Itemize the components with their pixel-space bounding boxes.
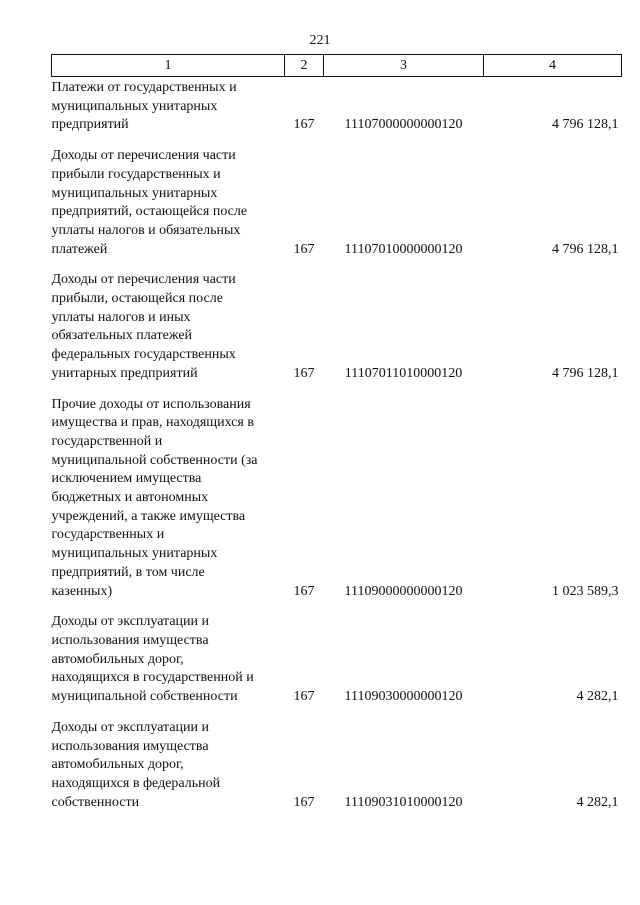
table-row [52, 607, 622, 713]
table-header [52, 55, 622, 77]
revenue-name-line: муниципальной собственности [51, 689, 238, 705]
revenue-name-line: прибыли государственных и [51, 166, 221, 182]
table-row [52, 390, 622, 608]
revenue-name-line: использования имущества [51, 738, 209, 754]
table-row [52, 77, 622, 142]
budget-classification-code: 11107010000000120 [344, 241, 463, 257]
revenue-name-line: использования имущества [51, 632, 209, 648]
revenue-name-line: уплаты налогов и иных [51, 309, 191, 325]
budget-classification-code: 11109000000000120 [344, 583, 463, 599]
revenue-name [52, 390, 285, 608]
revenue-name [52, 141, 285, 265]
revenue-name [52, 265, 285, 389]
revenue-name-line: прибыли, остающейся после [51, 291, 223, 307]
page-number: 221 [309, 33, 331, 48]
budget-classification-code: 11107000000000120 [344, 117, 463, 133]
revenue-name-line: Доходы от перечисления части [51, 148, 236, 164]
revenue-name-line: учреждений, а также имущества [51, 508, 246, 524]
table-row [52, 265, 622, 389]
header-col-2: 2 [285, 55, 324, 77]
amount: 4 796 128,1 [552, 365, 619, 381]
revenue-name-line: собственности [51, 794, 140, 810]
administrator-code: 167 [293, 583, 315, 599]
revenue-name-line: муниципальных унитарных [51, 98, 218, 114]
revenue-name-line: имущества и прав, находящихся в [51, 415, 254, 431]
budget-revenue-table [51, 54, 622, 818]
revenue-name [52, 77, 285, 142]
administrator-code: 167 [293, 117, 315, 133]
revenue-name-line: платежей [51, 241, 108, 257]
revenue-name-line: автомобильных дорог, [51, 757, 184, 773]
revenue-name-line: исключением имущества [51, 471, 202, 487]
revenue-name-line: государственной и [51, 433, 163, 449]
revenue-name-line: казенных) [51, 583, 113, 599]
amount: 1 023 589,3 [552, 583, 619, 599]
revenue-name-line: находящихся в государственной и [51, 670, 254, 686]
administrator-code: 167 [293, 241, 315, 257]
table-row [52, 713, 622, 819]
table-body [52, 77, 622, 819]
revenue-name-line: Доходы от перечисления части [51, 272, 236, 288]
administrator-code: 167 [293, 689, 315, 705]
revenue-name-line: предприятий, в том числе [51, 564, 205, 580]
revenue-name-line: муниципальных унитарных [51, 546, 218, 562]
revenue-name-line: уплаты налогов и обязательных [51, 222, 241, 238]
header-col-3: 3 [324, 55, 484, 77]
revenue-name-line: бюджетных и автономных [51, 490, 209, 506]
revenue-name-line: Доходы от эксплуатации и [51, 719, 210, 735]
budget-classification-code: 11109030000000120 [344, 689, 463, 705]
revenue-name-line: Прочие доходы от использования [51, 396, 251, 412]
revenue-name-line: унитарных предприятий [51, 365, 198, 381]
revenue-name-line: Доходы от эксплуатации и [51, 614, 210, 630]
amount: 4 282,1 [576, 794, 619, 810]
header-col-1: 1 [52, 55, 285, 77]
header-col-4: 4 [484, 55, 622, 77]
administrator-code: 167 [293, 794, 315, 810]
amount: 4 282,1 [576, 689, 619, 705]
revenue-name-line: предприятий [51, 117, 129, 133]
revenue-name-line: автомобильных дорог, [51, 651, 184, 667]
revenue-name-line: федеральных государственных [51, 347, 236, 363]
revenue-name-line: находящихся в федеральной [51, 775, 221, 791]
amount: 4 796 128,1 [552, 241, 619, 257]
revenue-name-line: государственных и [51, 527, 165, 543]
revenue-name [52, 713, 285, 819]
revenue-name-line: предприятий, остающейся после [51, 204, 248, 220]
revenue-name-line: Платежи от государственных и [51, 80, 237, 95]
administrator-code: 167 [293, 365, 315, 381]
amount: 4 796 128,1 [552, 117, 619, 133]
revenue-name-line: муниципальных унитарных [51, 185, 218, 201]
budget-classification-code: 11107011010000120 [344, 365, 463, 381]
table-row [52, 141, 622, 265]
budget-classification-code: 11109031010000120 [344, 794, 463, 810]
revenue-name-line: обязательных платежей [51, 328, 193, 344]
revenue-name [52, 607, 285, 713]
revenue-name-line: муниципальной собственности (за [51, 452, 258, 468]
